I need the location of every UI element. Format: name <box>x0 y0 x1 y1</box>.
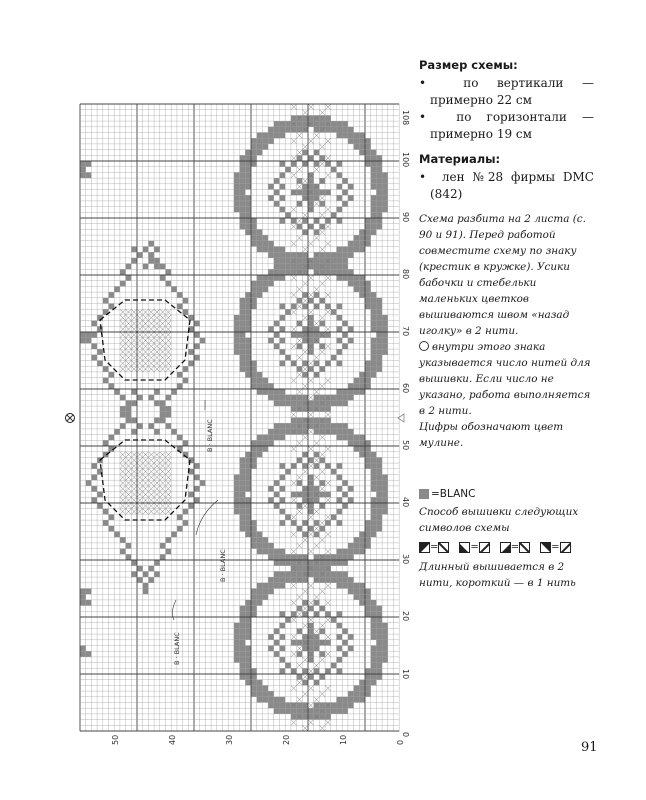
circle-icon <box>419 341 429 351</box>
right-scale-label: 60 <box>401 383 410 394</box>
right-scale-label: 0 <box>401 732 410 738</box>
size-item: • по вертикали — примерно 22 см <box>419 76 594 107</box>
materials-item: • лен №28 фирмы DMC (842) <box>419 170 594 201</box>
instructions-sidebar <box>419 54 594 591</box>
symbol-pair: = <box>419 542 449 553</box>
bottom-scale-label: 0 <box>396 739 405 745</box>
color-swatch <box>419 489 429 499</box>
right-scale <box>401 110 410 737</box>
half-stitch-symbol-icon <box>500 542 511 553</box>
symbol-pair: = <box>459 542 489 553</box>
stitch-result-icon <box>438 542 449 553</box>
bottom-scale-label: 20 <box>282 734 291 745</box>
right-scale-label: 20 <box>401 611 410 622</box>
symbol-pair: = <box>500 542 530 553</box>
bottom-scale-label: 10 <box>339 734 348 745</box>
materials-heading: Материалы: <box>419 152 501 166</box>
note-paragraph: Схема разбита на 2 листа (с. 90 и 91). Перед работой совместите схему по знаку (крестик в кружке). Усики бабочки и стебельки маленьких цветков вышиваются швом «назад иголку» в 2 нити. <box>419 213 586 337</box>
stitch-result-icon <box>479 542 490 553</box>
callout-label: B · BLANC <box>173 632 181 665</box>
instructions-note <box>419 211 594 451</box>
right-scale-label: 10 <box>401 669 410 680</box>
size-heading: Размер схемы: <box>419 58 518 72</box>
right-scale-label: 50 <box>401 440 410 451</box>
legend <box>419 488 594 591</box>
right-scale-label: 30 <box>401 554 410 565</box>
half-stitch-symbol-icon <box>459 542 470 553</box>
right-scale-label: 100 <box>401 152 410 168</box>
registration-mark <box>66 414 75 423</box>
center-arrow <box>398 414 404 422</box>
legend-color-label: =BLANC <box>431 488 476 500</box>
callout-label: B · BLANC <box>206 419 214 452</box>
callout-label: B · BLANC <box>219 549 227 582</box>
size-item: • по горизонтали — примерно 19 см <box>419 110 594 141</box>
right-scale-label: 108 <box>401 110 410 126</box>
page-number: 91 <box>581 740 598 755</box>
right-scale-label: 70 <box>401 326 410 337</box>
chart-backstitch-outlines <box>100 300 190 520</box>
right-scale-label: 40 <box>401 497 410 508</box>
bottom-scale-label: 50 <box>111 734 120 745</box>
note-paragraph: Цифры обозначают цвет мулине. <box>419 421 564 449</box>
legend-symbol-row <box>419 542 594 553</box>
half-stitch-symbol-icon <box>419 542 430 553</box>
note-paragraph: внутри этого знака указывается число нитей для вышивки. Если число не указано, работа выполняется в 2 нити. <box>419 341 591 417</box>
half-stitch-symbol-icon <box>540 542 551 553</box>
bottom-scale-label: 30 <box>225 734 234 745</box>
bottom-scale <box>111 735 405 745</box>
stitch-result-icon <box>519 542 530 553</box>
bottom-scale-label: 40 <box>168 734 177 745</box>
right-scale-label: 80 <box>401 269 410 280</box>
stitch-result-icon <box>560 542 571 553</box>
symbol-pair: = <box>540 542 570 553</box>
legend-length-note: Длинный вышивается в 2 нити, короткий — в 1 нить <box>419 561 576 589</box>
legend-color-row <box>419 488 594 500</box>
legend-methods-title: Способ вышивки следующих символов схемы <box>419 506 579 534</box>
right-scale-label: 90 <box>401 212 410 223</box>
